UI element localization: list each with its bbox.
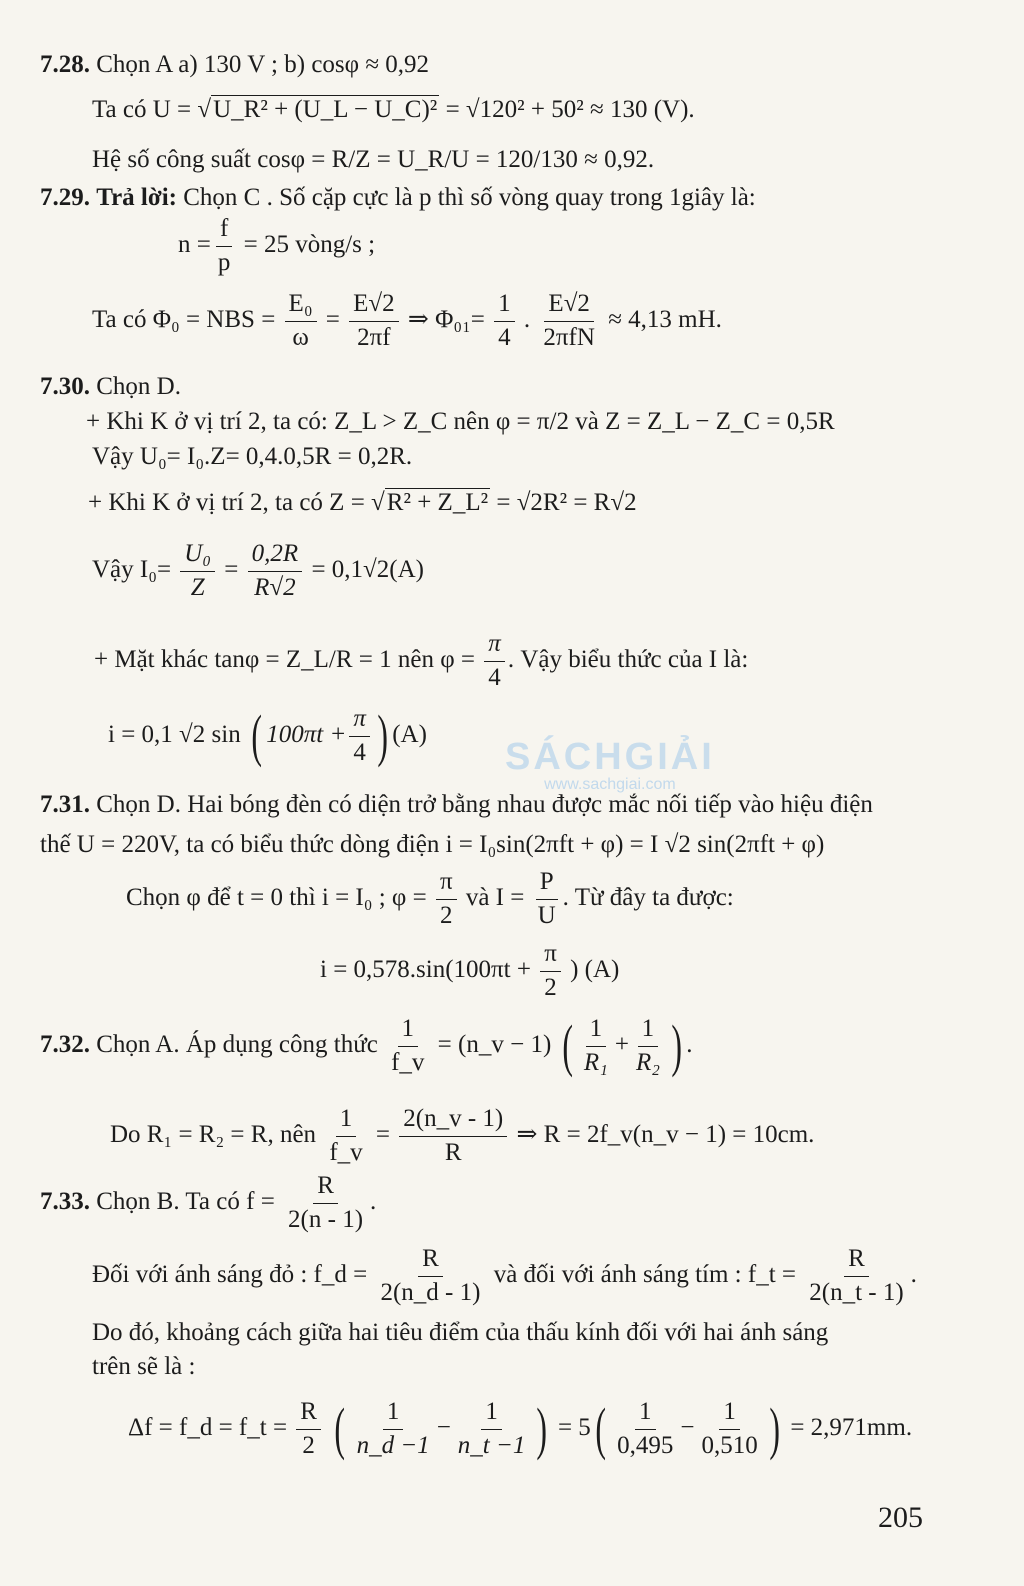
page-number: 205 bbox=[878, 1501, 923, 1534]
text: = (n_v − 1) bbox=[437, 1030, 552, 1058]
fraction: $\frac{1}{f\_v}$ bbox=[391, 1015, 425, 1076]
equation-line: Đối với ánh sáng đỏ : f_d = $\frac{R}{2(n\_d - 1)}$ và đối với ánh sáng tím : f_t = $\frac{R}{2(n\_t - 1)}$ . bbox=[92, 1245, 917, 1306]
equation-line: Δf = f_d = f_t = $\frac{R}{2}$ ( $\frac{1}{n\_d -1}$ − $\frac{1}{n\_t -1}$ ) = 5( $\frac{1}{0,495}$ − $\frac{1}{0,510}$ ) = 2,971mm. bbox=[128, 1396, 913, 1462]
fraction: $\frac{R}{2(n\_t - 1)}$ bbox=[809, 1245, 904, 1306]
text: + Mặt khác tanφ = Z_L/R = 1 nên φ = bbox=[94, 645, 476, 673]
problem-text: Chọn B. Ta có f = bbox=[96, 1187, 275, 1215]
text-line: trên sẽ là : bbox=[92, 1353, 196, 1380]
text: i = 0,1 √2 sin bbox=[108, 720, 241, 748]
watermark-logo: SÁCHGIẢI bbox=[505, 736, 715, 778]
answer-lead: Trả lời: bbox=[96, 184, 177, 211]
equation-line: Do R₁ = R₂ = R, nên $\frac{1}{f\_v}$ = $\frac{2(n\_v - 1)}{R}$ ⇒ R = 2f_v(n_v − 1) = 10cm. bbox=[110, 1105, 815, 1166]
text: . Vậy biểu thức của I là: bbox=[507, 645, 749, 673]
problem-text: Chọn D. Hai bóng đèn có diện trở bằng nhau được mắc nối tiếp vào hiệu điện bbox=[96, 791, 873, 818]
problem-7-31-heading bbox=[40, 790, 873, 820]
problem-7-30-heading bbox=[40, 372, 181, 402]
problem-text: Chọn D. bbox=[96, 373, 181, 400]
fraction: $\frac{P}{U}$ bbox=[537, 868, 556, 929]
text: + Khi K ở vị trí 2, ta có Z = bbox=[88, 489, 365, 516]
fraction: $\frac{1}{\text{R₂}}$ bbox=[635, 1015, 660, 1076]
text: = 25 vòng/s ; bbox=[243, 230, 376, 258]
text-line: Hệ số công suất cosφ = R/Z = U_R/U = 120/130 ≈ 0,92. bbox=[92, 146, 655, 173]
problem-7-32-heading: 7.32. Chọn A. Áp dụng công thức $\frac{1}{f\_v}$ = (n_v − 1) ( $\frac{1}{\text{R₁}}$ + $\frac{1}{\text{R₂}}$ ) . bbox=[40, 1013, 693, 1079]
fraction: $\frac{1}{0,510}$ bbox=[701, 1398, 758, 1459]
text: Vậy I₀= bbox=[92, 555, 172, 583]
text-line: Vậy U₀= I₀.Z= 0,4.0,5R = 0,2R. bbox=[92, 443, 413, 470]
fraction: $\frac{1}{n\_d -1}$ bbox=[356, 1398, 430, 1459]
fraction: $\frac{\pi}{4}$ bbox=[484, 630, 505, 693]
problem-number: 7.29. bbox=[40, 184, 90, 211]
fraction: $\frac{1}{4}$ bbox=[494, 290, 515, 353]
text: Do R₁ = R₂ = R, nên bbox=[110, 1120, 317, 1148]
text: . Từ đây ta được: bbox=[562, 883, 734, 911]
fraction: $\frac{\text{U₀}}{Z}$ bbox=[180, 540, 215, 603]
equation-line bbox=[320, 940, 619, 1003]
fraction: $\frac{1}{n\_t -1}$ bbox=[457, 1398, 526, 1459]
fraction: $\frac{2(n\_v - 1)}{R}$ bbox=[399, 1105, 507, 1168]
problem-text: Chọn A a) 130 V ; b) cosφ ≈ 0,92 bbox=[96, 51, 430, 78]
fraction: $\frac{\text{E₀}}{\omega}$ bbox=[285, 290, 317, 353]
equation-line: Ta có U = √U_R² + (U_L − U_C)² = √120² + 50² ≈ 130 (V). bbox=[92, 96, 695, 123]
text: 100πt + bbox=[266, 720, 347, 748]
text: Đối với ánh sáng đỏ : f_d = bbox=[92, 1260, 368, 1288]
watermark bbox=[505, 735, 715, 794]
text: Δf = f_d = f_t = bbox=[128, 1413, 288, 1441]
fraction: $\frac{E√2}{2\pi f}$ bbox=[349, 290, 399, 353]
problem-number: 7.30. bbox=[40, 373, 90, 400]
equation-line: i = 0,1 √2 sin ( 100πt + $\frac{\pi}{4}$ ) (A) bbox=[108, 703, 427, 769]
fraction: $\frac{1}{f\_v}$ bbox=[329, 1105, 363, 1166]
text-line: thế U = 220V, ta có biểu thức dòng điện i = I₀sin(2πft + φ) = I √2 sin(2πft + φ) bbox=[40, 831, 825, 858]
problem-7-28-heading bbox=[40, 50, 429, 80]
problem-number: 7.28. bbox=[40, 51, 90, 78]
text: ⇒ Φ₀₁= bbox=[407, 305, 485, 333]
text: = 2,971mm. bbox=[790, 1413, 913, 1441]
fraction: $\frac{\pi}{2}$ bbox=[540, 940, 561, 1003]
problem-7-29-heading bbox=[40, 183, 756, 213]
text: = √120² + 50² ≈ 130 (V). bbox=[445, 96, 695, 123]
fraction: $\frac{R}{2(n - 1)}$ bbox=[288, 1172, 364, 1233]
problem-number: 7.33. bbox=[40, 1187, 90, 1215]
text-line: + Khi K ở vị trí 2, ta có: Z_L > Z_C nên φ = π/2 và Z = Z_L − Z_C = 0,5R bbox=[86, 408, 835, 435]
text: và I = bbox=[465, 883, 525, 911]
problem-7-33-heading: 7.33. Chọn B. Ta có f = $\frac{R}{2(n - 1)}$ . bbox=[40, 1172, 377, 1233]
text: (A) bbox=[392, 720, 427, 748]
watermark-url: www.sachgiai.com bbox=[544, 775, 676, 793]
fraction: $\frac{0,2R}{R√2}$ bbox=[248, 540, 303, 603]
text: Ta có U = bbox=[92, 96, 192, 123]
text: ≈ 4,13 mH. bbox=[608, 305, 722, 333]
text-line: Do đó, khoảng cách giữa hai tiêu điểm của thấu kính đối với hai ánh sáng bbox=[92, 1319, 829, 1346]
text: i = 0,578.sin(100πt + bbox=[320, 955, 531, 983]
fraction: $\frac{f}{p}$ bbox=[217, 215, 231, 276]
problem-number: 7.32. bbox=[40, 1030, 90, 1058]
fraction: $\frac{1}{0,495}$ bbox=[617, 1398, 674, 1459]
equation-line bbox=[94, 630, 748, 693]
fraction: $\frac{\pi}{4}$ bbox=[349, 705, 370, 768]
equation-line: n = $\frac{f}{p}$ = 25 vòng/s ; bbox=[178, 215, 376, 276]
text: Chọn φ để t = 0 thì i = I₀ ; φ = bbox=[126, 883, 427, 911]
problem-text: Chọn A. Áp dụng công thức bbox=[96, 1030, 378, 1058]
text: = 5 bbox=[557, 1413, 591, 1441]
fraction: $\frac{R}{2}$ bbox=[296, 1398, 321, 1461]
problem-text: Chọn C . Số cặp cực là p thì số vòng quay trong 1giây là: bbox=[183, 184, 756, 211]
fraction: $\frac{R}{2(n\_d - 1)}$ bbox=[380, 1245, 481, 1306]
text: = √2R² = R√2 bbox=[496, 489, 637, 516]
fraction: $\frac{\pi}{2}$ bbox=[436, 868, 457, 931]
text: ) (A) bbox=[570, 955, 620, 983]
text: và đối với ánh sáng tím : f_t = bbox=[493, 1260, 796, 1288]
text: Ta có Φ₀ = NBS = bbox=[92, 305, 276, 333]
fraction: $\frac{E√2}{\text{2πfN}}$ bbox=[543, 290, 595, 351]
text: = 0,1√2(A) bbox=[311, 555, 424, 583]
equation-line: Vậy I₀= $\frac{\text{U₀}}{Z}$ = $\frac{0,2R}{R√2}$ = 0,1√2(A) bbox=[92, 540, 424, 601]
text: ⇒ R = 2f_v(n_v − 1) = 10cm. bbox=[516, 1120, 815, 1148]
sqrt-expression: R² + Z_L² bbox=[386, 489, 489, 516]
sqrt-expression: U_R² + (U_L − U_C)² bbox=[213, 96, 438, 123]
fraction: $\frac{1}{\text{R₁}}$ bbox=[583, 1015, 608, 1076]
equation-line: Ta có Φ₀ = NBS = $\frac{\text{E₀}}{\omega}$ = $\frac{E√2}{2\pi f}$ ⇒ Φ₀₁= $\frac{1}{4}$ . $\frac{E√2}{\text{2πfN}}$ ≈ 4,13 mH. bbox=[92, 290, 722, 351]
equation-line: + Khi K ở vị trí 2, ta có Z = √R² + Z_L² = √2R² = R√2 bbox=[88, 489, 637, 516]
equation-line bbox=[126, 868, 734, 931]
problem-number: 7.31. bbox=[40, 791, 90, 818]
